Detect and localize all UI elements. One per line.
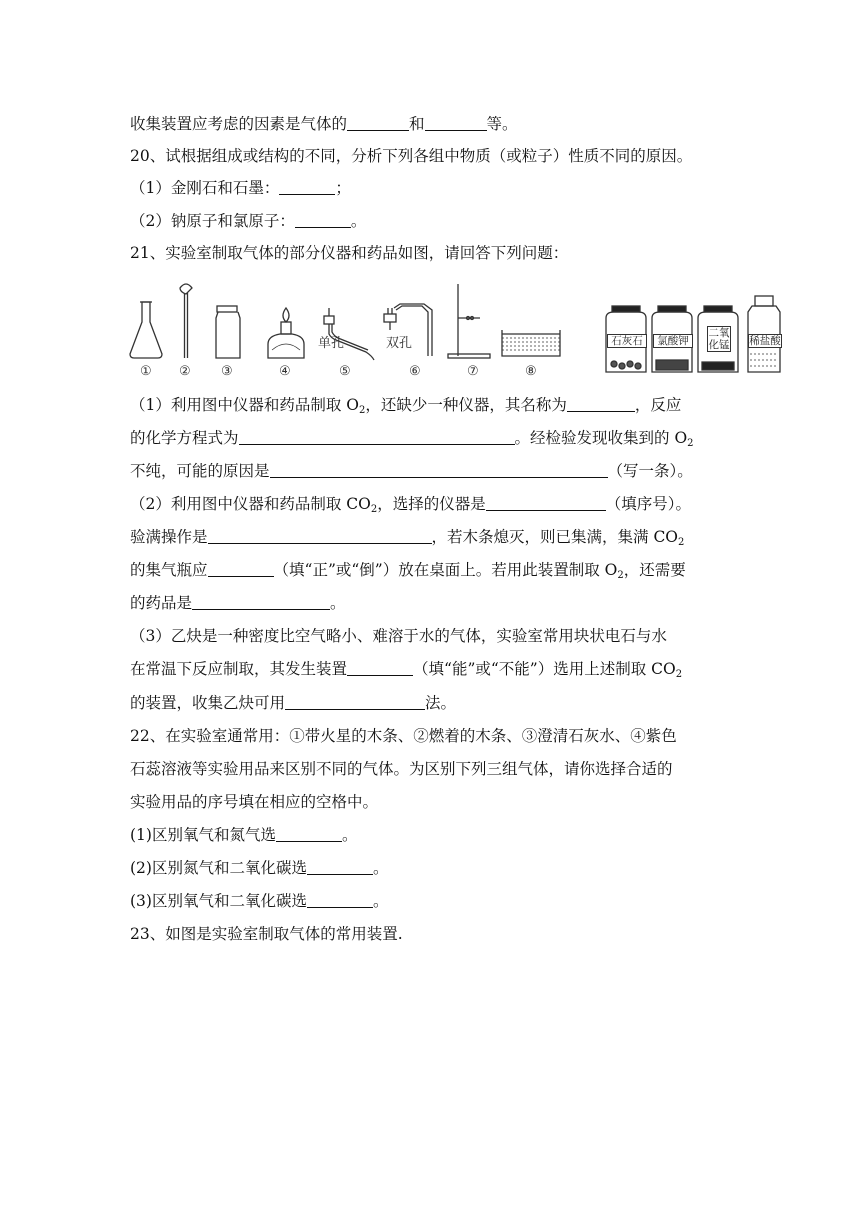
question-22-line-2: 石蕊溶液等实验用品来区别不同的气体。为区别下列三组气体，请你选择合适的 bbox=[130, 760, 673, 778]
answer-blank[interactable] bbox=[425, 114, 487, 131]
apparatus-figure bbox=[128, 278, 788, 382]
funnel-icon bbox=[180, 284, 192, 358]
question-21-part-2-line-3: 的集气瓶应 （填“正”或“倒”）放在桌面上。若用此装置制取 $O_2$，还需要 bbox=[130, 561, 686, 581]
question-21-part-1-line-1: （1）利用图中仪器和药品制取 $O_2$，还缺少一种仪器，其名称为 ，反应 bbox=[130, 396, 682, 416]
question-21-part-3-line-1: （3）乙炔是一种密度比空气略小、难溶于水的气体，实验室常用块状电石与水 bbox=[130, 627, 667, 645]
question-22-part-1: (1)区别氧气和氮气选 。 bbox=[130, 826, 358, 844]
answer-blank[interactable] bbox=[347, 114, 409, 131]
apparatus-number: ① bbox=[140, 364, 152, 379]
question-22-line-3: 实验用品的序号填在相应的空格中。 bbox=[130, 793, 379, 811]
question-21-part-2-line-4: 的药品是 。 bbox=[130, 594, 346, 612]
question-20-title: 20、试根据组成或结构的不同，分析下列各组中物质（或粒子）性质不同的原因。 bbox=[130, 147, 693, 165]
answer-blank[interactable] bbox=[307, 858, 373, 875]
question-21-part-1-line-3: 不纯，可能的原因是 （写一条）。 bbox=[130, 462, 693, 480]
jar-label: 氯酸钾 bbox=[653, 334, 693, 348]
question-22-part-3: (3)区别氧气和二氧化碳选 。 bbox=[130, 892, 389, 910]
answer-blank[interactable] bbox=[208, 527, 432, 544]
question-21-part-3-line-3: 的装置，收集乙炔可用 法。 bbox=[130, 694, 457, 712]
answer-blank[interactable] bbox=[270, 461, 608, 478]
answer-blank[interactable] bbox=[567, 395, 635, 412]
question-21-title: 21、实验室制取气体的部分仪器和药品如图，请回答下列问题： bbox=[130, 244, 569, 262]
water-trough-icon bbox=[502, 330, 560, 356]
answer-blank[interactable] bbox=[285, 693, 425, 710]
jar-label: 稀盐酸 bbox=[749, 335, 781, 347]
answer-blank[interactable] bbox=[208, 560, 274, 577]
question-21-part-2-line-1: （2）利用图中仪器和药品制取 $CO_2$，选择的仪器是 （填序号）。 bbox=[130, 495, 692, 515]
iron-stand-icon bbox=[448, 284, 490, 358]
question-20-part-2: （2）钠原子和氯原子： 。 bbox=[130, 212, 367, 230]
jar-label: 石灰石 bbox=[607, 334, 647, 348]
question-21-part-1-line-2: 的化学方程式为 。经检验发现收集到的 $O_2$ bbox=[130, 429, 694, 449]
question-22-line-1: 22、在实验室通常用：①带火星的木条、②燃着的木条、③澄清石灰水、④紫色 bbox=[130, 727, 677, 745]
answer-blank[interactable] bbox=[307, 891, 373, 908]
answer-blank[interactable] bbox=[486, 494, 606, 511]
apparatus-number: ③ bbox=[221, 364, 233, 379]
question-21-part-3-line-2: 在常温下反应制取，其发生装置 （填“能”或“不能”）选用上述制取 $CO_2$ bbox=[130, 660, 683, 680]
apparatus-number: ⑤ bbox=[339, 364, 351, 379]
answer-blank[interactable] bbox=[347, 659, 413, 676]
question-21-part-2-line-2: 验满操作是 ，若木条熄灭，则已集满，集满 $CO_2$ bbox=[130, 528, 685, 548]
text-line: 收集装置应考虑的因素是气体的 和 等。 bbox=[130, 115, 518, 133]
question-22-part-2: (2)区别氮气和二氧化碳选 。 bbox=[130, 859, 389, 877]
answer-blank[interactable] bbox=[279, 178, 335, 195]
question-20-part-1: （1）金刚石和石墨： ； bbox=[130, 179, 351, 197]
conical-flask-icon bbox=[130, 302, 162, 358]
apparatus-number: ④ bbox=[279, 364, 291, 379]
answer-blank[interactable] bbox=[295, 211, 351, 228]
apparatus-number: ② bbox=[179, 364, 191, 379]
alcohol-lamp-icon bbox=[268, 308, 304, 358]
answer-blank[interactable] bbox=[192, 593, 330, 610]
label-double-hole: 双孔 bbox=[386, 336, 413, 351]
jar-label: 二氧化锰 bbox=[708, 327, 730, 351]
apparatus-number: ⑥ bbox=[409, 364, 421, 379]
label-single-hole: 单孔 bbox=[318, 336, 345, 351]
apparatus-number: ⑧ bbox=[525, 364, 537, 379]
question-23-title: 23、如图是实验室制取气体的常用装置. bbox=[130, 925, 403, 943]
answer-blank[interactable] bbox=[239, 428, 515, 445]
gas-bottle-icon bbox=[216, 306, 240, 358]
answer-blank[interactable] bbox=[276, 825, 342, 842]
apparatus-number: ⑦ bbox=[467, 364, 479, 379]
